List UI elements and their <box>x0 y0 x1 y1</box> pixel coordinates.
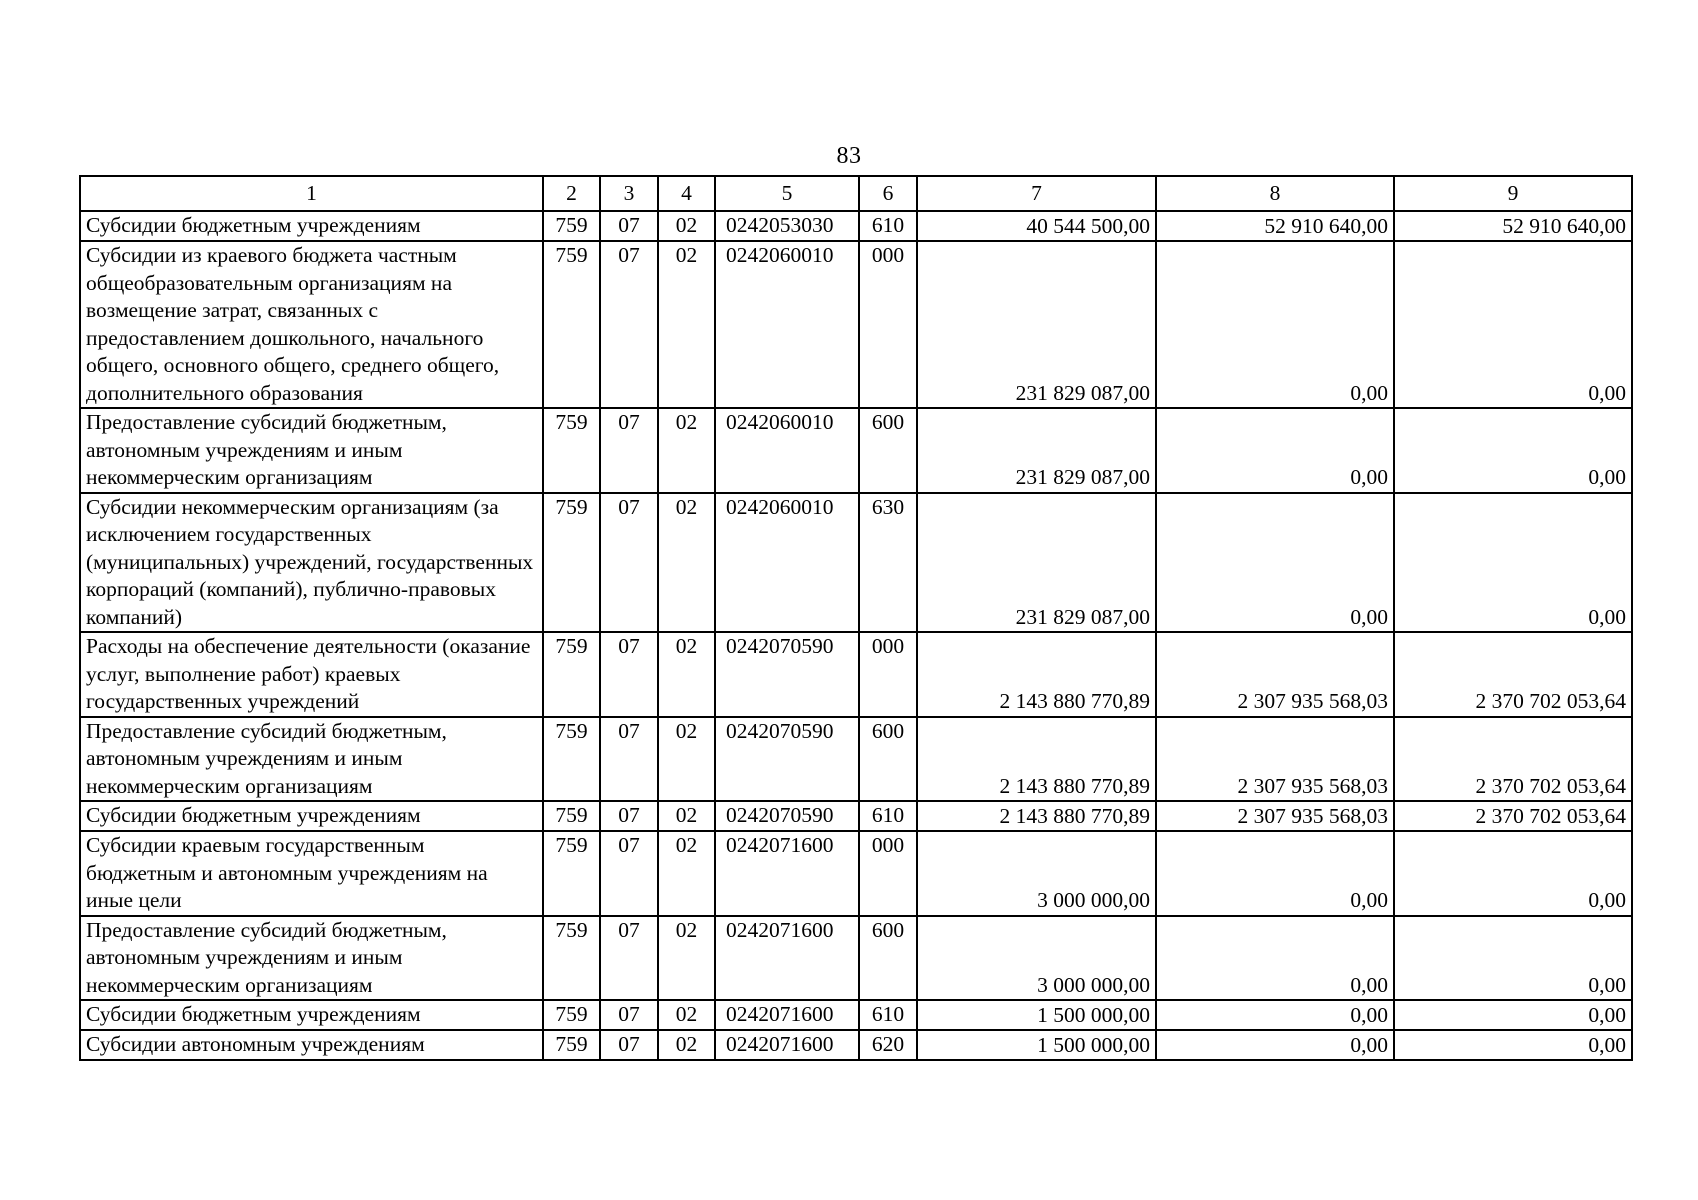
target-article-code: 0242070590 <box>715 801 859 831</box>
page-number: 83 <box>836 143 862 169</box>
expense-type-code: 000 <box>859 632 917 717</box>
table-row <box>80 916 1632 1001</box>
table-row <box>80 717 1632 802</box>
row-description: Предоставление субсидий бюджетным, автономным учреждениям и иным некоммерческим организациям <box>80 717 543 802</box>
section-code: 07 <box>600 493 658 633</box>
table-row <box>80 801 1632 831</box>
expense-type-code: 610 <box>859 211 917 241</box>
subsection-code: 02 <box>658 916 715 1001</box>
ministry-code: 759 <box>543 831 600 916</box>
section-code: 07 <box>600 1000 658 1030</box>
target-article-code: 0242071600 <box>715 1030 859 1060</box>
amount-col8: 52 910 640,00 <box>1156 211 1394 241</box>
column-header: 6 <box>859 176 917 211</box>
section-code: 07 <box>600 241 658 408</box>
target-article-code: 0242071600 <box>715 1000 859 1030</box>
subsection-code: 02 <box>658 241 715 408</box>
ministry-code: 759 <box>543 1030 600 1060</box>
ministry-code: 759 <box>543 408 600 493</box>
amount-col9: 0,00 <box>1394 1030 1632 1060</box>
ministry-code: 759 <box>543 1000 600 1030</box>
amount-col8: 0,00 <box>1156 831 1394 916</box>
amount-col9: 0,00 <box>1394 493 1632 633</box>
table-row <box>80 1000 1632 1030</box>
subsection-code: 02 <box>658 211 715 241</box>
amount-col7: 2 143 880 770,89 <box>917 632 1156 717</box>
subsection-code: 02 <box>658 1000 715 1030</box>
ministry-code: 759 <box>543 916 600 1001</box>
ministry-code: 759 <box>543 493 600 633</box>
section-code: 07 <box>600 831 658 916</box>
subsection-code: 02 <box>658 831 715 916</box>
expense-type-code: 600 <box>859 717 917 802</box>
expense-type-code: 630 <box>859 493 917 633</box>
target-article-code: 0242060010 <box>715 493 859 633</box>
column-number-header-row <box>80 176 1632 211</box>
section-code: 07 <box>600 916 658 1001</box>
table-row <box>80 408 1632 493</box>
amount-col7: 231 829 087,00 <box>917 493 1156 633</box>
expense-type-code: 610 <box>859 1000 917 1030</box>
row-description: Предоставление субсидий бюджетным, автономным учреждениям и иным некоммерческим организациям <box>80 916 543 1001</box>
target-article-code: 0242053030 <box>715 211 859 241</box>
subsection-code: 02 <box>658 717 715 802</box>
amount-col9: 2 370 702 053,64 <box>1394 632 1632 717</box>
amount-col9: 0,00 <box>1394 408 1632 493</box>
target-article-code: 0242070590 <box>715 717 859 802</box>
amount-col9: 0,00 <box>1394 1000 1632 1030</box>
amount-col9: 0,00 <box>1394 831 1632 916</box>
table-row <box>80 493 1632 633</box>
amount-col7: 231 829 087,00 <box>917 408 1156 493</box>
expense-type-code: 610 <box>859 801 917 831</box>
target-article-code: 0242071600 <box>715 831 859 916</box>
row-description: Расходы на обеспечение деятельности (оказание услуг, выполнение работ) краевых государственных учреждений <box>80 632 543 717</box>
amount-col7: 40 544 500,00 <box>917 211 1156 241</box>
ministry-code: 759 <box>543 211 600 241</box>
target-article-code: 0242060010 <box>715 241 859 408</box>
amount-col8: 0,00 <box>1156 408 1394 493</box>
target-article-code: 0242060010 <box>715 408 859 493</box>
section-code: 07 <box>600 211 658 241</box>
row-description: Субсидии некоммерческим организациям (за исключением государственных (муниципальных) учреждений, государственных корпораций (компаний), публично-правовых компаний) <box>80 493 543 633</box>
amount-col8: 2 307 935 568,03 <box>1156 801 1394 831</box>
row-description: Субсидии из краевого бюджета частным общеобразовательным организациям на возмещение затрат, связанных с предоставлением дошкольного, начального общего, основного общего, среднего общего, дополнительного образования <box>80 241 543 408</box>
amount-col7: 231 829 087,00 <box>917 241 1156 408</box>
ministry-code: 759 <box>543 241 600 408</box>
target-article-code: 0242070590 <box>715 632 859 717</box>
expense-type-code: 000 <box>859 241 917 408</box>
expense-type-code: 600 <box>859 408 917 493</box>
section-code: 07 <box>600 1030 658 1060</box>
column-header: 3 <box>600 176 658 211</box>
row-description: Субсидии краевым государственным бюджетным и автономным учреждениям на иные цели <box>80 831 543 916</box>
amount-col8: 0,00 <box>1156 1000 1394 1030</box>
amount-col8: 0,00 <box>1156 916 1394 1001</box>
table-row <box>80 632 1632 717</box>
section-code: 07 <box>600 717 658 802</box>
amount-col7: 3 000 000,00 <box>917 916 1156 1001</box>
section-code: 07 <box>600 801 658 831</box>
amount-col9: 2 370 702 053,64 <box>1394 801 1632 831</box>
budget-table <box>79 175 1633 1061</box>
amount-col9: 0,00 <box>1394 241 1632 408</box>
amount-col7: 3 000 000,00 <box>917 831 1156 916</box>
column-header: 7 <box>917 176 1156 211</box>
subsection-code: 02 <box>658 1030 715 1060</box>
column-header: 8 <box>1156 176 1394 211</box>
column-header: 9 <box>1394 176 1632 211</box>
ministry-code: 759 <box>543 801 600 831</box>
table-row <box>80 1030 1632 1060</box>
ministry-code: 759 <box>543 717 600 802</box>
row-description: Субсидии бюджетным учреждениям <box>80 801 543 831</box>
amount-col8: 0,00 <box>1156 493 1394 633</box>
expense-type-code: 600 <box>859 916 917 1001</box>
subsection-code: 02 <box>658 408 715 493</box>
amount-col7: 1 500 000,00 <box>917 1000 1156 1030</box>
column-header: 1 <box>80 176 543 211</box>
column-header: 4 <box>658 176 715 211</box>
section-code: 07 <box>600 632 658 717</box>
amount-col9: 52 910 640,00 <box>1394 211 1632 241</box>
amount-col8: 0,00 <box>1156 1030 1394 1060</box>
subsection-code: 02 <box>658 493 715 633</box>
target-article-code: 0242071600 <box>715 916 859 1001</box>
ministry-code: 759 <box>543 632 600 717</box>
expense-type-code: 620 <box>859 1030 917 1060</box>
expense-type-code: 000 <box>859 831 917 916</box>
column-header: 5 <box>715 176 859 211</box>
row-description: Субсидии бюджетным учреждениям <box>80 211 543 241</box>
row-description: Субсидии бюджетным учреждениям <box>80 1000 543 1030</box>
table-row <box>80 211 1632 241</box>
row-description: Предоставление субсидий бюджетным, автономным учреждениям и иным некоммерческим организациям <box>80 408 543 493</box>
row-description: Субсидии автономным учреждениям <box>80 1030 543 1060</box>
column-header: 2 <box>543 176 600 211</box>
amount-col9: 0,00 <box>1394 916 1632 1001</box>
table-row <box>80 831 1632 916</box>
amount-col7: 2 143 880 770,89 <box>917 717 1156 802</box>
section-code: 07 <box>600 408 658 493</box>
amount-col9: 2 370 702 053,64 <box>1394 717 1632 802</box>
amount-col7: 2 143 880 770,89 <box>917 801 1156 831</box>
amount-col8: 2 307 935 568,03 <box>1156 717 1394 802</box>
table-row <box>80 241 1632 408</box>
amount-col8: 0,00 <box>1156 241 1394 408</box>
subsection-code: 02 <box>658 801 715 831</box>
amount-col8: 2 307 935 568,03 <box>1156 632 1394 717</box>
subsection-code: 02 <box>658 632 715 717</box>
amount-col7: 1 500 000,00 <box>917 1030 1156 1060</box>
